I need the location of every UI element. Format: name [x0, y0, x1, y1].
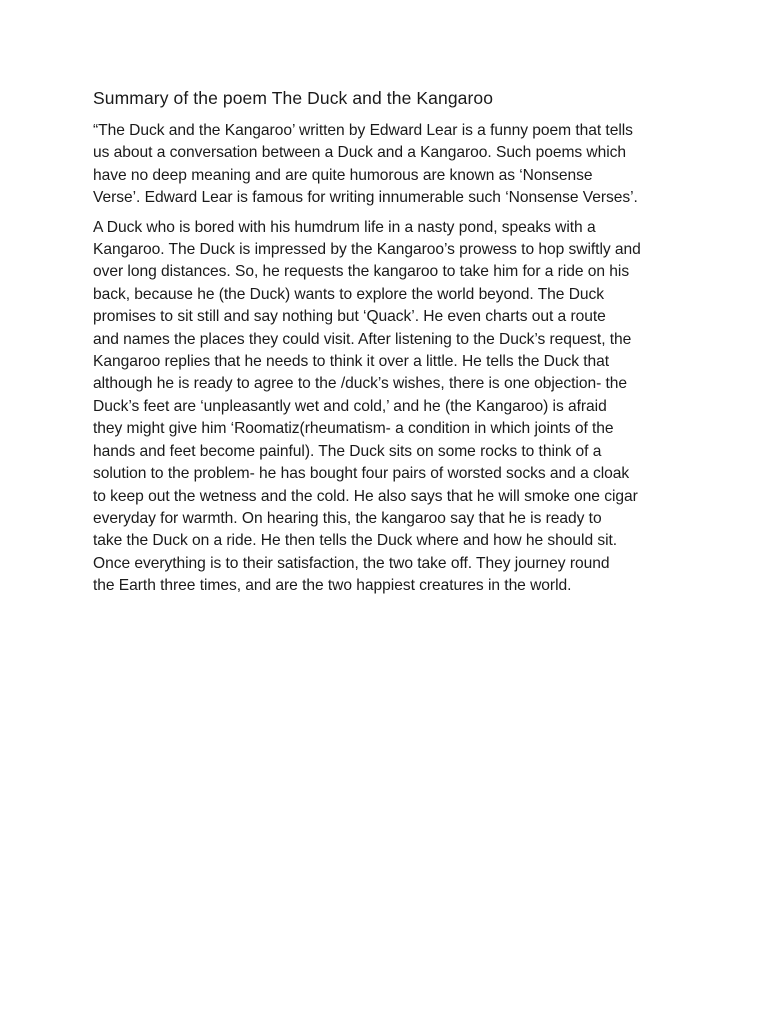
summary-paragraph [93, 217, 683, 598]
paragraph-line: to keep out the wetness and the cold. He also says that he will smoke one cigar [93, 487, 638, 505]
paragraph-line: everyday for warmth. On hearing this, the kangaroo say that he is ready to [93, 509, 602, 527]
paragraph-line: have no deep meaning and are quite humorous are known as ‘Nonsense [93, 166, 593, 184]
paragraph-line: promises to sit still and say nothing but ‘Quack’. He even charts out a route [93, 308, 606, 326]
document-title: Summary of the poem The Duck and the Kangaroo [93, 88, 494, 108]
paragraph-line: Kangaroo replies that he needs to think it over a little. He tells the Duck that [93, 353, 610, 371]
paragraph-line: although he is ready to agree to the /duck’s wishes, there is one objection- the [93, 375, 628, 393]
paragraph-line: Once everything is to their satisfaction, the two take off. They journey round [93, 554, 610, 572]
paragraph-line: back, because he (the Duck) wants to explore the world beyond. The Duck [93, 285, 605, 303]
intro-paragraph [93, 120, 683, 210]
paragraph-line: A Duck who is bored with his humdrum life in a nasty pond, speaks with a [93, 218, 596, 236]
paragraph-line: solution to the problem- he has bought four pairs of worsted socks and a cloak [93, 465, 630, 483]
paragraph-line: over long distances. So, he requests the kangaroo to take him for a ride on his [93, 263, 630, 281]
paragraph-line: and names the places they could visit. After listening to the Duck’s request, the [93, 330, 632, 348]
paragraph-line: Verse’. Edward Lear is famous for writing innumerable such ‘Nonsense Verses’. [93, 189, 638, 207]
paragraph-line: take the Duck on a ride. He then tells the Duck where and how he should sit. [93, 532, 618, 550]
paragraph-line: Kangaroo. The Duck is impressed by the Kangaroo’s prowess to hop swiftly and [93, 241, 641, 259]
paragraph-line: “The Duck and the Kangaroo’ written by Edward Lear is a funny poem that tells [93, 122, 633, 139]
paragraph-line: the Earth three times, and are the two happiest creatures in the world. [93, 577, 572, 595]
paragraph-line: us about a conversation between a Duck and a Kangaroo. Such poems which [93, 144, 627, 162]
paragraph-line: Duck’s feet are ‘unpleasantly wet and cold,’ and he (the Kangaroo) is afraid [93, 397, 607, 415]
paragraph-line: hands and feet become painful). The Duck sits on some rocks to think of a [93, 442, 602, 460]
paragraph-line: they might give him ‘Roomatiz(rheumatism- a condition in which joints of the [93, 420, 614, 438]
document-body [93, 86, 683, 605]
